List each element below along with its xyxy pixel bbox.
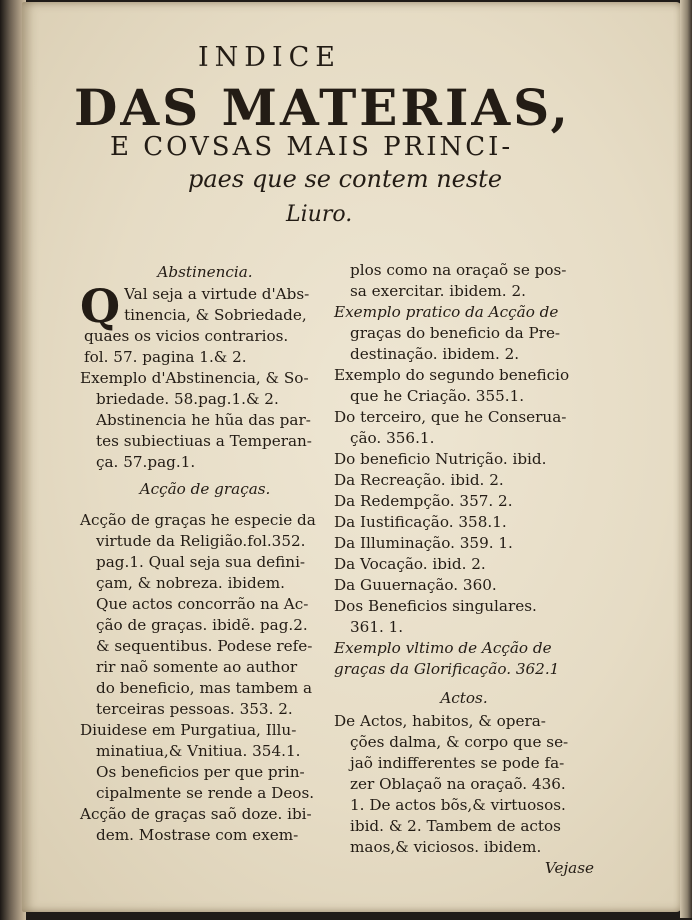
heading-accao-de-gracas: Acção de graças. (139, 480, 271, 498)
page (22, 2, 682, 912)
entry-diuidese: Diuidese em Purgatiua, Illu- minatiua,& Vnitiua. 354.1. (80, 721, 301, 760)
list-item: Da Illuminação. 359. 1. (334, 534, 513, 552)
entry-exemplo-vltimo: Exemplo vltimo de Acção de graças da Glorificação. 362.1 (334, 639, 560, 678)
title-indice: INDICE (198, 42, 341, 73)
entry-de-actos: De Actos, habitos, & opera- ções dalma, & corpo que se- jaõ indifferentes se pode fa- zer Oblaçaõ na oraçaõ. 436. 1. De actos bõs,& virtuosos. ibid. & 2. Tambem de actos maos,& viciosos. ibidem. (334, 712, 569, 856)
page-edge (680, 0, 692, 918)
list-item: Da Iustificação. 358.1. (334, 513, 507, 531)
entry-exemplo-abstinencia: Exemplo d'Abstinencia, & So- briedade. 58.pag.1.& 2. (80, 369, 309, 408)
entry-exemplo-segundo: Exemplo do segundo beneficio que he Criação. 355.1. (334, 366, 570, 405)
entry-beneficios: Os beneficios per que prin- cipalmente se rende a Deos. (96, 763, 315, 802)
entry-accao-especie: Acção de graças he especie da virtude da Religião.fol.352. pag.1. Qual seja sua defini- çam, & nobreza. ibidem. Que actos concorrão na Ac- ção de graças. ibidẽ. pag.2. & sequentibus. Podese refe- rir naõ somente ao author do beneficio, mas tambem a terceiras pessoas. 353. 2. (80, 511, 316, 718)
entry-exemplo-pratico: Exemplo pratico da Acção de graças do beneficio da Pre- destinação. ibidem. 2. (334, 303, 561, 363)
list-item: 361. 1. (350, 618, 404, 636)
title-cousas: E COVSAS MAIS PRINCI- (110, 132, 514, 162)
list-item: Da Guuernação. 360. (334, 576, 497, 594)
list-item: Dos Beneficios singulares. (334, 597, 537, 615)
catchword: Vejase (544, 859, 594, 877)
entry-abstinencia-virtude: Q Val seja a virtude d'Abs- tinencia, & Sobriedade, quaes os vicios contrarios. fol. 57. pagina 1.& 2. (80, 279, 310, 366)
entry-accao-doze: Acção de graças saõ doze. ibi- dem. Mostrase com exem- (80, 805, 312, 844)
heading-abstinencia: Abstinencia. (157, 263, 253, 281)
title-liuro: Liuro. (286, 202, 353, 227)
heading-actos: Actos. (440, 689, 488, 707)
drop-cap: Q (80, 279, 121, 333)
list-item: Da Redempção. 357. 2. (334, 492, 513, 510)
beneficios-list (334, 449, 594, 638)
list-item: Do beneficio Nutrição. ibid. (334, 450, 547, 468)
entry-abstinencia-partes: Abstinencia he hũa das par- tes subiectiuas a Temperan- ça. 57.pag.1. (96, 411, 312, 471)
right-column (334, 260, 594, 879)
list-item: Da Recreação. ibid. 2. (334, 471, 504, 489)
list-item: Da Vocação. ibid. 2. (334, 555, 486, 573)
title-das-materias: DAS MATERIAS, (74, 78, 571, 137)
entry-plos: plos como na oraçaõ se pos- sa exercitar. ibidem. 2. (350, 261, 567, 300)
title-paes: paes que se contem neste (188, 165, 503, 193)
left-column (80, 260, 330, 846)
entry-terceiro: Do terceiro, que he Conserua- ção. 356.1. (334, 408, 567, 447)
